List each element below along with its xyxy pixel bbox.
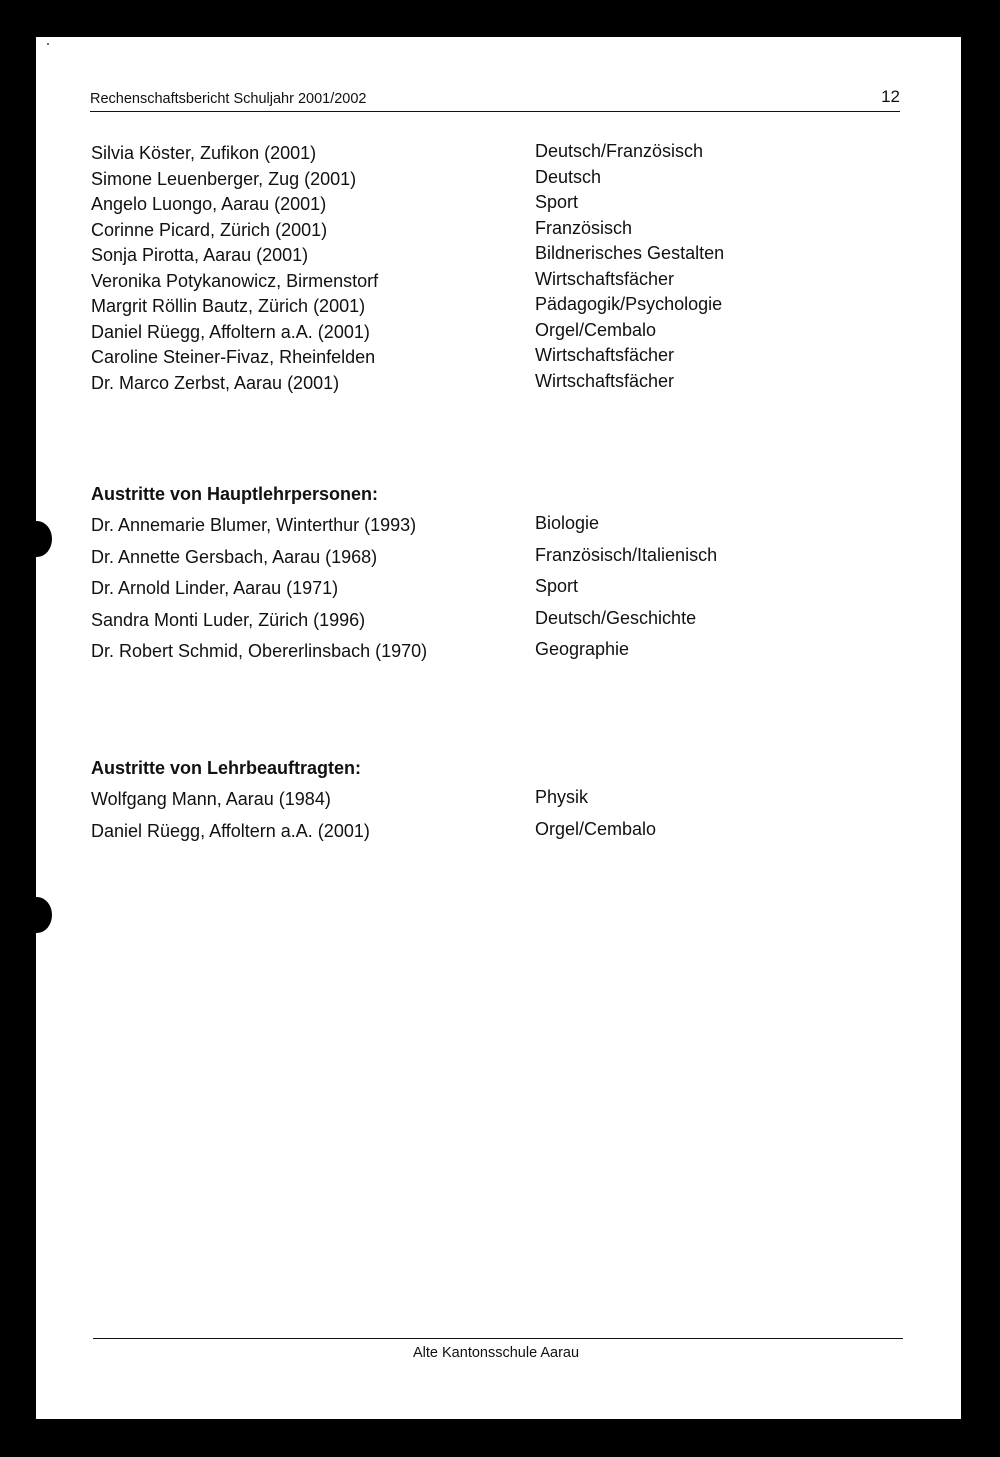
list-item [91, 217, 891, 246]
list-item [91, 347, 891, 373]
list-item [91, 268, 891, 297]
new-teachers-list [91, 143, 891, 398]
list-item [91, 370, 891, 399]
teacher-name: Margrit Röllin Bautz, Zürich (2001) [91, 296, 366, 316]
list-item [91, 607, 891, 642]
teacher-subject: Französisch/Italienisch [535, 544, 718, 565]
teacher-subject: Wirtschaftsfächer [535, 345, 675, 365]
teacher-name: Silvia Köster, Zufikon (2001) [91, 143, 317, 163]
teacher-name: Daniel Rüegg, Affoltern a.A. (2001) [91, 321, 370, 342]
teacher-name: Dr. Annemarie Blumer, Winterthur (1993) [91, 515, 417, 535]
teacher-subject: Deutsch/Französisch [535, 141, 704, 161]
teacher-name: Daniel Rüegg, Affoltern a.A. (2001) [91, 820, 370, 841]
teacher-subject: Wirtschaftsfächer [535, 370, 675, 391]
list-item [91, 245, 891, 271]
punch-hole-upper [22, 521, 52, 557]
teacher-subject: Physik [535, 787, 589, 807]
list-item [91, 789, 891, 821]
list-item [91, 143, 891, 169]
page-number: 12 [881, 87, 900, 106]
teacher-subject: Orgel/Cembalo [535, 319, 657, 340]
punch-hole-lower [22, 897, 52, 933]
teacher-name: Dr. Annette Gersbach, Aarau (1968) [91, 546, 378, 567]
page-header [90, 77, 900, 112]
teacher-name: Simone Leuenberger, Zug (2001) [91, 168, 357, 189]
list-item [91, 166, 891, 195]
list-item [91, 194, 891, 220]
teacher-name: Sandra Monti Luder, Zürich (1996) [91, 609, 366, 630]
teacher-name: Dr. Robert Schmid, Obererlinsbach (1970) [91, 641, 428, 661]
teacher-name: Dr. Marco Zerbst, Aarau (2001) [91, 372, 340, 393]
list-item [91, 641, 891, 673]
list-item [91, 296, 891, 322]
teacher-subject: Sport [535, 576, 579, 596]
teacher-subject: Orgel/Cembalo [535, 818, 657, 839]
section-heading-main-teachers: Austritte von Hauptlehrpersonen: [91, 484, 379, 504]
teacher-subject: Französisch [535, 217, 633, 238]
teacher-subject: Bildnerisches Gestalten [535, 243, 725, 263]
teacher-subject: Pädagogik/Psychologie [535, 294, 723, 314]
list-item [91, 818, 891, 853]
list-item [91, 578, 891, 610]
teacher-name: Sonja Pirotta, Aarau (2001) [91, 245, 309, 265]
teacher-subject: Deutsch [535, 166, 602, 187]
teacher-subject: Wirtschaftsfächer [535, 268, 675, 289]
departures-main-list [91, 515, 891, 673]
footer-school-name: Alte Kantonsschule Aarau [413, 1345, 580, 1361]
teacher-name: Angelo Luongo, Aarau (2001) [91, 194, 327, 214]
teacher-name: Veronika Potykanowicz, Birmenstorf [91, 270, 379, 291]
teacher-subject: Deutsch/Geschichte [535, 607, 697, 628]
teacher-name: Caroline Steiner-Fivaz, Rheinfelden [91, 347, 376, 367]
teacher-subject: Sport [535, 192, 579, 212]
footer-divider [93, 1338, 903, 1339]
list-item [91, 544, 891, 579]
teacher-subject: Biologie [535, 513, 600, 533]
teacher-subject: Geographie [535, 639, 630, 659]
document-page [36, 37, 961, 1419]
scan-speck [47, 43, 49, 45]
section-heading-lecturers: Austritte von Lehrbeauftragten: [91, 758, 362, 778]
teacher-name: Dr. Arnold Linder, Aarau (1971) [91, 578, 339, 598]
list-item [91, 515, 891, 547]
teacher-name: Wolfgang Mann, Aarau (1984) [91, 789, 331, 809]
departures-lecturers-list [91, 789, 891, 852]
list-item [91, 319, 891, 348]
header-title: Rechenschaftsbericht Schuljahr 2001/2002 [90, 91, 367, 107]
teacher-name: Corinne Picard, Zürich (2001) [91, 219, 328, 240]
